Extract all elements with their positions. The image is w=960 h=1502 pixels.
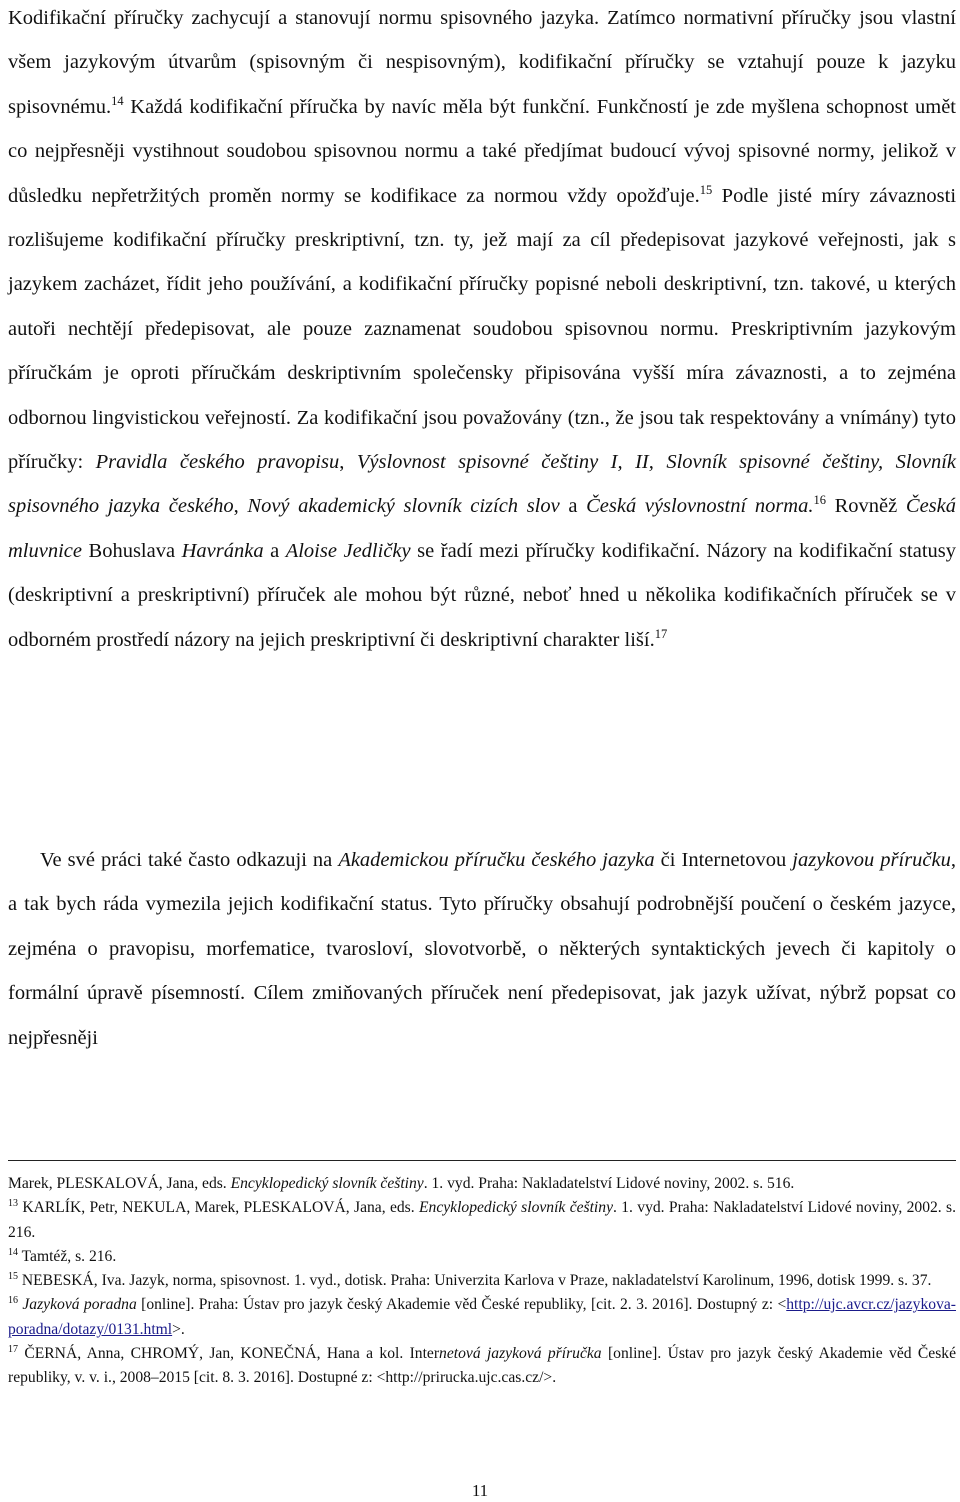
text-run: Rovněž	[825, 495, 906, 518]
title-pravidla: Pravidla českého pravopisu	[95, 451, 340, 474]
title-akademicka-prirucka: Akademickou příručku českého jazyka	[338, 849, 655, 871]
title-vyslovnost-slovniky: Výslovnost spisovné češtiny I, II, Slovník spisovné češtiny, Slovník spisovného jazyka českého	[8, 451, 957, 518]
text-run: či Internetovou	[654, 849, 793, 871]
text-run: . 1. vyd. Praha: Nakladatelství Lidové noviny, 2002. s. 516.	[423, 1175, 795, 1192]
body-paragraph-2	[8, 838, 956, 1060]
footnote-number: 13	[8, 1198, 18, 1210]
text-run: [online]. Praha: Ústav pro jazyk český Akademie věd České republiky, [cit. 2. 3. 2016]. Dostupný z: <	[136, 1296, 787, 1314]
author-havranek: Havránka	[181, 539, 264, 562]
text-run: NEBESKÁ, Iva. Jazyk, norma, spisovnost. 1. vyd., dotisk. Praha: Univerzita Karlova v Praze, nakladatelství Karolinum, 1996, dotisk 1999. s. 37.	[18, 1272, 932, 1290]
footnote-number: 16	[8, 1295, 18, 1307]
title-internetova-prirucka: netová jazyková příručka	[439, 1345, 602, 1363]
footnote-ref-16[interactable]: 16	[813, 493, 826, 508]
text-run: Marek, PLESKALOVÁ, Jana, eds.	[8, 1175, 231, 1192]
footnote-ref-15[interactable]: 15	[699, 182, 713, 197]
text-run: Každá kodifikační příručka by navíc měla být funkční. Funkčností je zde myšlena schopnost umět co nejpřesněji vystihnout soudobou spisovnou normu a také předjímat budoucí vývoj spisovné normy, jelikož v důsledku nepřetržitých proměn normy se kodifikace za normou vždy opožďuje.	[8, 95, 956, 207]
text-run: [online]. Ústav pro jazyk český Akademie věd České republiky, v. v. i., 2008–2015 [cit. 8. 3. 2016]. Dostupné z: <http://prirucka.ujc.cas.cz/>.	[8, 1345, 957, 1387]
text-run: Bohuslava	[82, 539, 182, 562]
text-run: >.	[172, 1320, 185, 1338]
footnote-number: 14	[8, 1246, 18, 1258]
footnote-ref-14[interactable]: 14	[111, 93, 124, 108]
text-run: ,	[233, 495, 248, 518]
page-number: 11	[471, 1481, 489, 1500]
footnote-12	[8, 1172, 956, 1196]
text-run: Ve své práci také často odkazuji na	[40, 849, 339, 871]
footnote-separator	[8, 1160, 956, 1161]
footnote-16	[8, 1293, 956, 1342]
title-encyklopedicky-slovnik: Encyklopedický slovník češtiny	[419, 1199, 613, 1217]
author-jedlicka: Aloise Jedličky	[285, 539, 411, 562]
title-jazykova-prirucka: jazykovou příručku	[792, 849, 951, 871]
footnote-17	[8, 1342, 956, 1391]
text-run: a	[263, 539, 286, 562]
link-jazykova-poradna[interactable]: http://ujc.avcr.cz/jazykova-poradna/dotazy/0131.html	[8, 1296, 956, 1338]
text-run: Tamtéž, s. 216.	[18, 1247, 117, 1265]
text-run: Podle jisté míry závaznosti rozlišujeme kodifikační příručky preskriptivní, tzn. ty, jež mají za cíl předepisovat jazykové veřejnosti, jak s jazykem zacházet, řídit jeho používání, a kodifikační příručky popisné neboli deskriptivní, tzn. takové, u kterých autoři nechtějí předepisovat, ale pouze zaznamenat soudobou spisovnou normu. Preskriptivním jazykovým příručkám je oproti příručkám deskriptivním společensky připisována vyšší míra závaznosti, a to zejména odbornou lingvistickou veřejností. Za kodifikační jsou považovány (tzn., že jsou tak respektovány a vnímány) tyto příručky:	[8, 184, 957, 474]
footnote-ref-17[interactable]: 17	[654, 626, 668, 641]
title-jazykova-poradna: Jazyková poradna	[22, 1296, 137, 1314]
text-run: KARLÍK, Petr, NEKULA, Marek, PLESKALOVÁ, Jana, eds.	[18, 1199, 419, 1217]
text-run: ČERNÁ, Anna, CHROMÝ, Jan, KONEČNÁ, Hana a kol. Inter	[18, 1345, 440, 1363]
text-run: Kodifikační příručky zachycují a stanovují normu spisovného jazyka. Zatímco normativní příručky jsou vlastní všem jazykovým útvarům (spisovným či nespisovným), kodifikační příručky se vztahují pouze k jazyku spisovnému.	[8, 7, 956, 118]
footnote-14	[8, 1245, 956, 1269]
body-paragraph-1	[8, 0, 956, 662]
footnote-13	[8, 1196, 956, 1245]
title-vyslovnostni-norma: Česká výslovnostní norma.	[586, 495, 814, 518]
text-run: se řadí mezi příručky kodifikační. Názory na kodifikační statusy (deskriptivní a preskriptivní) příruček ale mohou být různé, neboť hned u několika kodifikačních příruček se v odborném prostředí názory na jejich preskriptivní či deskriptivní charakter liší.	[8, 539, 956, 651]
footnote-number: 17	[8, 1343, 18, 1355]
text-run: ,	[339, 451, 357, 474]
footnote-15	[8, 1269, 956, 1293]
text-run: . 1. vyd. Praha: Nakladatelství Lidové noviny, 2002. s. 216.	[8, 1199, 957, 1241]
footnotes	[8, 1172, 956, 1391]
text-run: a	[559, 495, 587, 518]
title-encyklopedicky-slovnik: Encyklopedický slovník češtiny	[230, 1175, 424, 1192]
title-ceska-mluvnice: Česká mluvnice	[8, 495, 956, 562]
text-run: , a tak bych ráda vymezila jejich kodifikační status. Tyto příručky obsahují podrobnější poučení o českém jazyce, zejména o pravopisu, morfematice, tvarosloví, slovotvorbě, o některých syntaktických jevech či kapitoly o formální úpravě písemností. Cílem zmiňovaných příruček není předepisovat, jak jazyk užívat, nýbrž popsat co nejpřesněji	[8, 849, 956, 1049]
title-akademicky-slovnik: Nový akademický slovník cizích slov	[247, 495, 560, 518]
footnote-number: 15	[8, 1271, 18, 1282]
